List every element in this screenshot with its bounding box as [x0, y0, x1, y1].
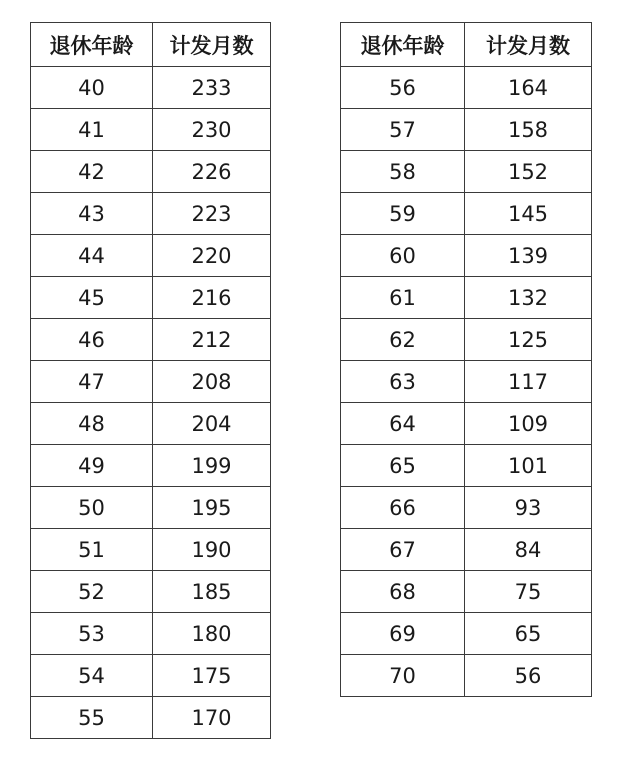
table-row	[341, 319, 592, 361]
cell-age: 50	[31, 487, 153, 529]
table-row	[31, 109, 271, 151]
cell-age: 57	[341, 109, 465, 151]
table-row	[341, 613, 592, 655]
cell-months: 220	[153, 235, 271, 277]
table-row	[31, 277, 271, 319]
right-table	[340, 22, 592, 697]
cell-months: 226	[153, 151, 271, 193]
table-header-row	[341, 23, 592, 67]
cell-age: 70	[341, 655, 465, 697]
cell-age: 47	[31, 361, 153, 403]
table-row	[31, 151, 271, 193]
table-row	[341, 445, 592, 487]
table-row	[341, 235, 592, 277]
table-row	[31, 655, 271, 697]
cell-age: 58	[341, 151, 465, 193]
cell-months: 223	[153, 193, 271, 235]
header-months: 计发月数	[465, 23, 592, 67]
table-row	[31, 529, 271, 571]
cell-age: 61	[341, 277, 465, 319]
cell-age: 65	[341, 445, 465, 487]
cell-age: 55	[31, 697, 153, 739]
cell-months: 212	[153, 319, 271, 361]
table-row	[31, 697, 271, 739]
table-row	[341, 403, 592, 445]
cell-months: 233	[153, 67, 271, 109]
header-months: 计发月数	[153, 23, 271, 67]
cell-months: 132	[465, 277, 592, 319]
header-age: 退休年龄	[341, 23, 465, 67]
table-row	[31, 319, 271, 361]
cell-months: 164	[465, 67, 592, 109]
cell-months: 109	[465, 403, 592, 445]
cell-age: 66	[341, 487, 465, 529]
cell-age: 59	[341, 193, 465, 235]
table-row	[341, 277, 592, 319]
cell-months: 230	[153, 109, 271, 151]
cell-age: 56	[341, 67, 465, 109]
header-age: 退休年龄	[31, 23, 153, 67]
cell-months: 199	[153, 445, 271, 487]
table-header-row	[31, 23, 271, 67]
table-row	[31, 487, 271, 529]
cell-months: 152	[465, 151, 592, 193]
cell-age: 52	[31, 571, 153, 613]
left-table	[30, 22, 271, 739]
table-row	[341, 361, 592, 403]
cell-months: 208	[153, 361, 271, 403]
table-row	[341, 109, 592, 151]
table-row	[31, 445, 271, 487]
table-row	[341, 193, 592, 235]
table-row	[341, 529, 592, 571]
cell-months: 180	[153, 613, 271, 655]
cell-months: 195	[153, 487, 271, 529]
cell-months: 145	[465, 193, 592, 235]
table-row	[341, 655, 592, 697]
cell-age: 45	[31, 277, 153, 319]
cell-age: 41	[31, 109, 153, 151]
cell-months: 139	[465, 235, 592, 277]
cell-months: 65	[465, 613, 592, 655]
table-row	[341, 151, 592, 193]
cell-age: 62	[341, 319, 465, 361]
table-row	[31, 613, 271, 655]
cell-months: 216	[153, 277, 271, 319]
cell-months: 101	[465, 445, 592, 487]
cell-age: 48	[31, 403, 153, 445]
table-row	[31, 235, 271, 277]
cell-age: 69	[341, 613, 465, 655]
cell-age: 49	[31, 445, 153, 487]
table-row	[341, 487, 592, 529]
cell-age: 53	[31, 613, 153, 655]
cell-age: 64	[341, 403, 465, 445]
cell-months: 93	[465, 487, 592, 529]
table-row	[31, 67, 271, 109]
cell-age: 43	[31, 193, 153, 235]
table-row	[341, 571, 592, 613]
table-row	[31, 571, 271, 613]
cell-months: 190	[153, 529, 271, 571]
cell-months: 56	[465, 655, 592, 697]
cell-age: 54	[31, 655, 153, 697]
cell-months: 125	[465, 319, 592, 361]
cell-age: 68	[341, 571, 465, 613]
cell-age: 46	[31, 319, 153, 361]
cell-months: 185	[153, 571, 271, 613]
table-row	[341, 67, 592, 109]
cell-months: 84	[465, 529, 592, 571]
cell-age: 67	[341, 529, 465, 571]
cell-months: 117	[465, 361, 592, 403]
cell-age: 40	[31, 67, 153, 109]
cell-age: 63	[341, 361, 465, 403]
cell-months: 158	[465, 109, 592, 151]
cell-age: 60	[341, 235, 465, 277]
cell-months: 204	[153, 403, 271, 445]
table-row	[31, 193, 271, 235]
table-row	[31, 403, 271, 445]
cell-age: 42	[31, 151, 153, 193]
table-row	[31, 361, 271, 403]
cell-months: 170	[153, 697, 271, 739]
cell-months: 75	[465, 571, 592, 613]
cell-age: 51	[31, 529, 153, 571]
cell-months: 175	[153, 655, 271, 697]
cell-age: 44	[31, 235, 153, 277]
